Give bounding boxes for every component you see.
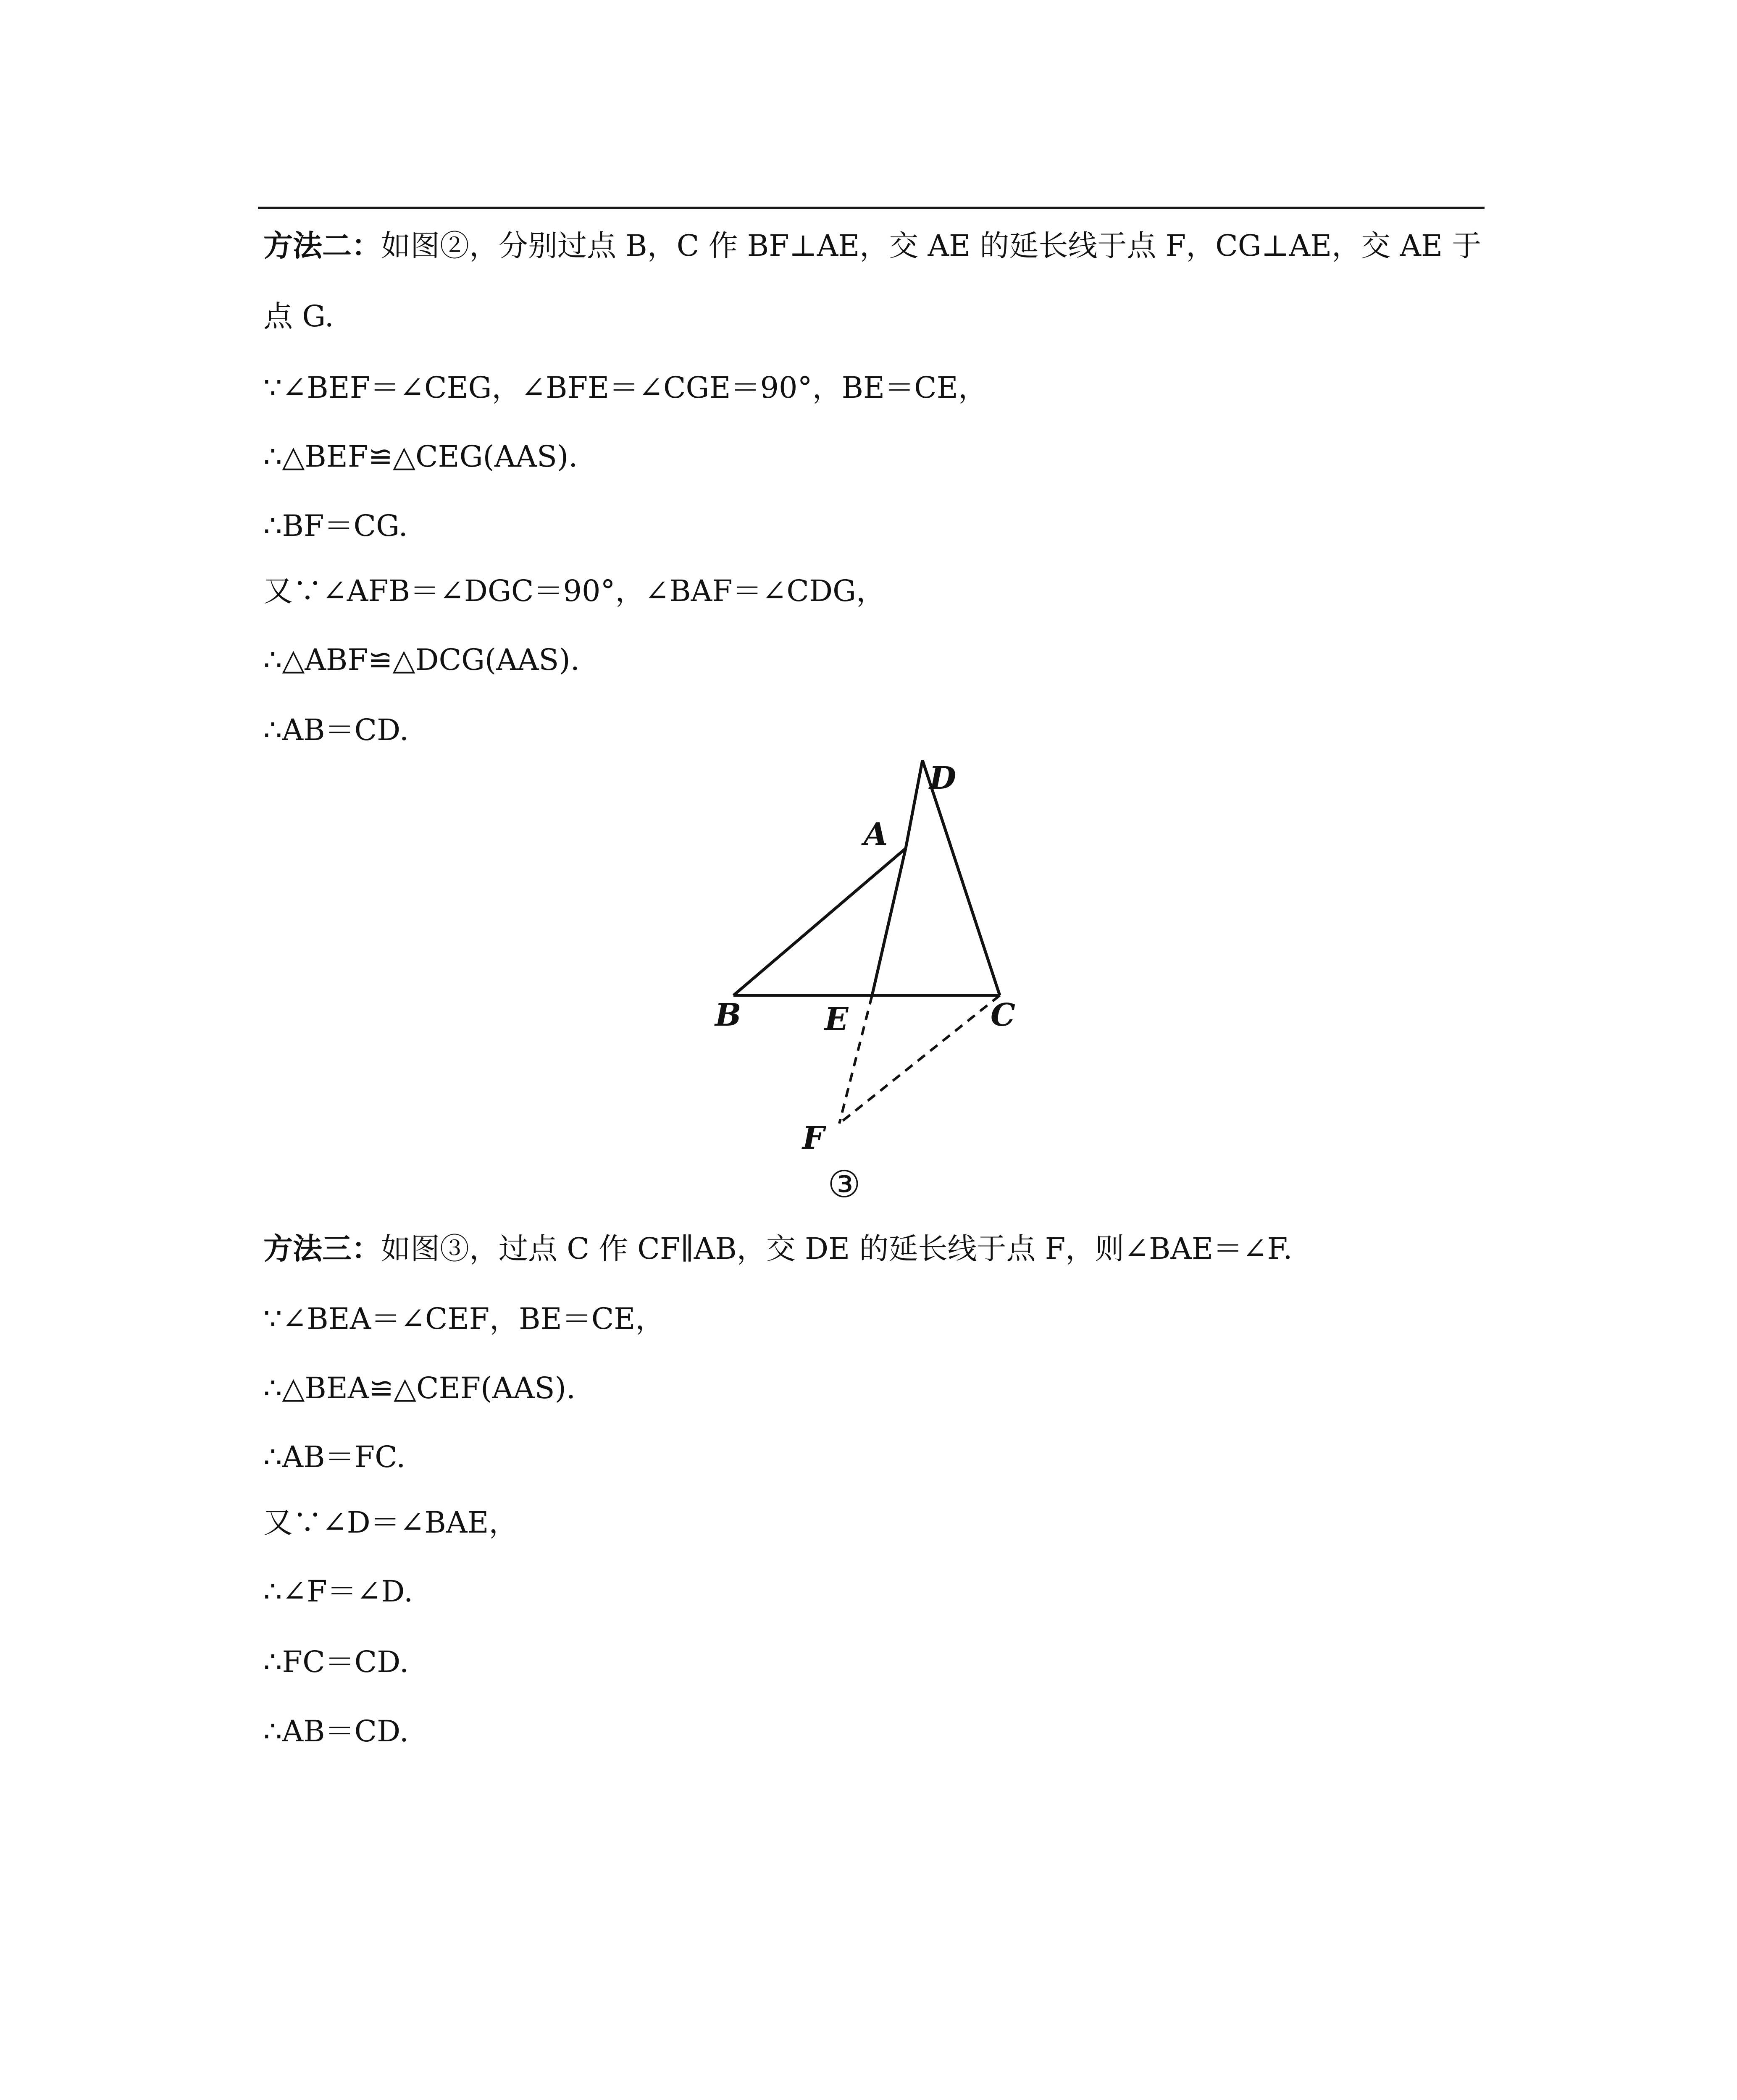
method3-step-7: ∴AB＝CD.: [263, 1714, 409, 1748]
method2-step-6: ∴AB＝CD.: [263, 713, 409, 747]
method3-step-6: ∴FC＝CD.: [263, 1645, 409, 1679]
method3-heading: 方法三：: [263, 1231, 381, 1266]
method2-step-2: ∴△BEF≌△CEG(AAS).: [263, 439, 578, 474]
method2-intro-text: 如图②，分别过点 B，C 作 BF⊥AE，交 AE 的延长线于点 F，CG⊥AE，交 AE 于: [381, 228, 1482, 263]
figure-caption: ③: [828, 1163, 861, 1206]
method2-step-3: ∴BF＝CG.: [263, 509, 408, 543]
geometry-figure-svg: [706, 756, 1050, 1218]
method3-step-4: 又∵∠D＝∠BAE，: [263, 1505, 518, 1540]
method2-intro-line: [263, 227, 1481, 265]
geometry-figure-3: [706, 756, 1050, 1218]
point-label-E: E: [825, 1001, 849, 1037]
segment-AD: [906, 760, 922, 848]
point-label-B: B: [715, 997, 741, 1033]
segment-AB: [733, 848, 906, 995]
segment-CF-dashed: [839, 995, 1000, 1124]
segment-AE: [872, 848, 906, 995]
method2-step-5: ∴△ABF≌△DCG(AAS).: [263, 643, 580, 677]
point-label-A: A: [864, 816, 888, 853]
method3-step-2: ∴△BEA≌△CEF(AAS).: [263, 1371, 576, 1405]
method2-heading: 方法二：: [263, 228, 381, 263]
point-label-F: F: [802, 1120, 825, 1156]
method3-step-1: ∵∠BEA＝∠CEF，BE＝CE，: [263, 1302, 665, 1336]
method3-intro-line: [263, 1230, 1293, 1268]
method3-step-3: ∴AB＝FC.: [263, 1440, 406, 1474]
point-label-C: C: [991, 997, 1015, 1033]
method3-intro-text: 如图③，过点 C 作 CF∥AB，交 DE 的延长线于点 F，则∠BAE＝∠F.: [381, 1231, 1293, 1266]
method3-step-5: ∴∠F＝∠D.: [263, 1574, 413, 1609]
point-label-D: D: [929, 760, 957, 796]
method2-step-4: 又∵∠AFB＝∠DGC＝90°，∠BAF＝∠CDG，: [263, 574, 886, 608]
method2-step-1: ∵∠BEF＝∠CEG，∠BFE＝∠CGE＝90°，BE＝CE，: [263, 370, 988, 405]
method2-intro-continuation: 点 G.: [263, 299, 334, 333]
header-rule: [258, 207, 1485, 209]
